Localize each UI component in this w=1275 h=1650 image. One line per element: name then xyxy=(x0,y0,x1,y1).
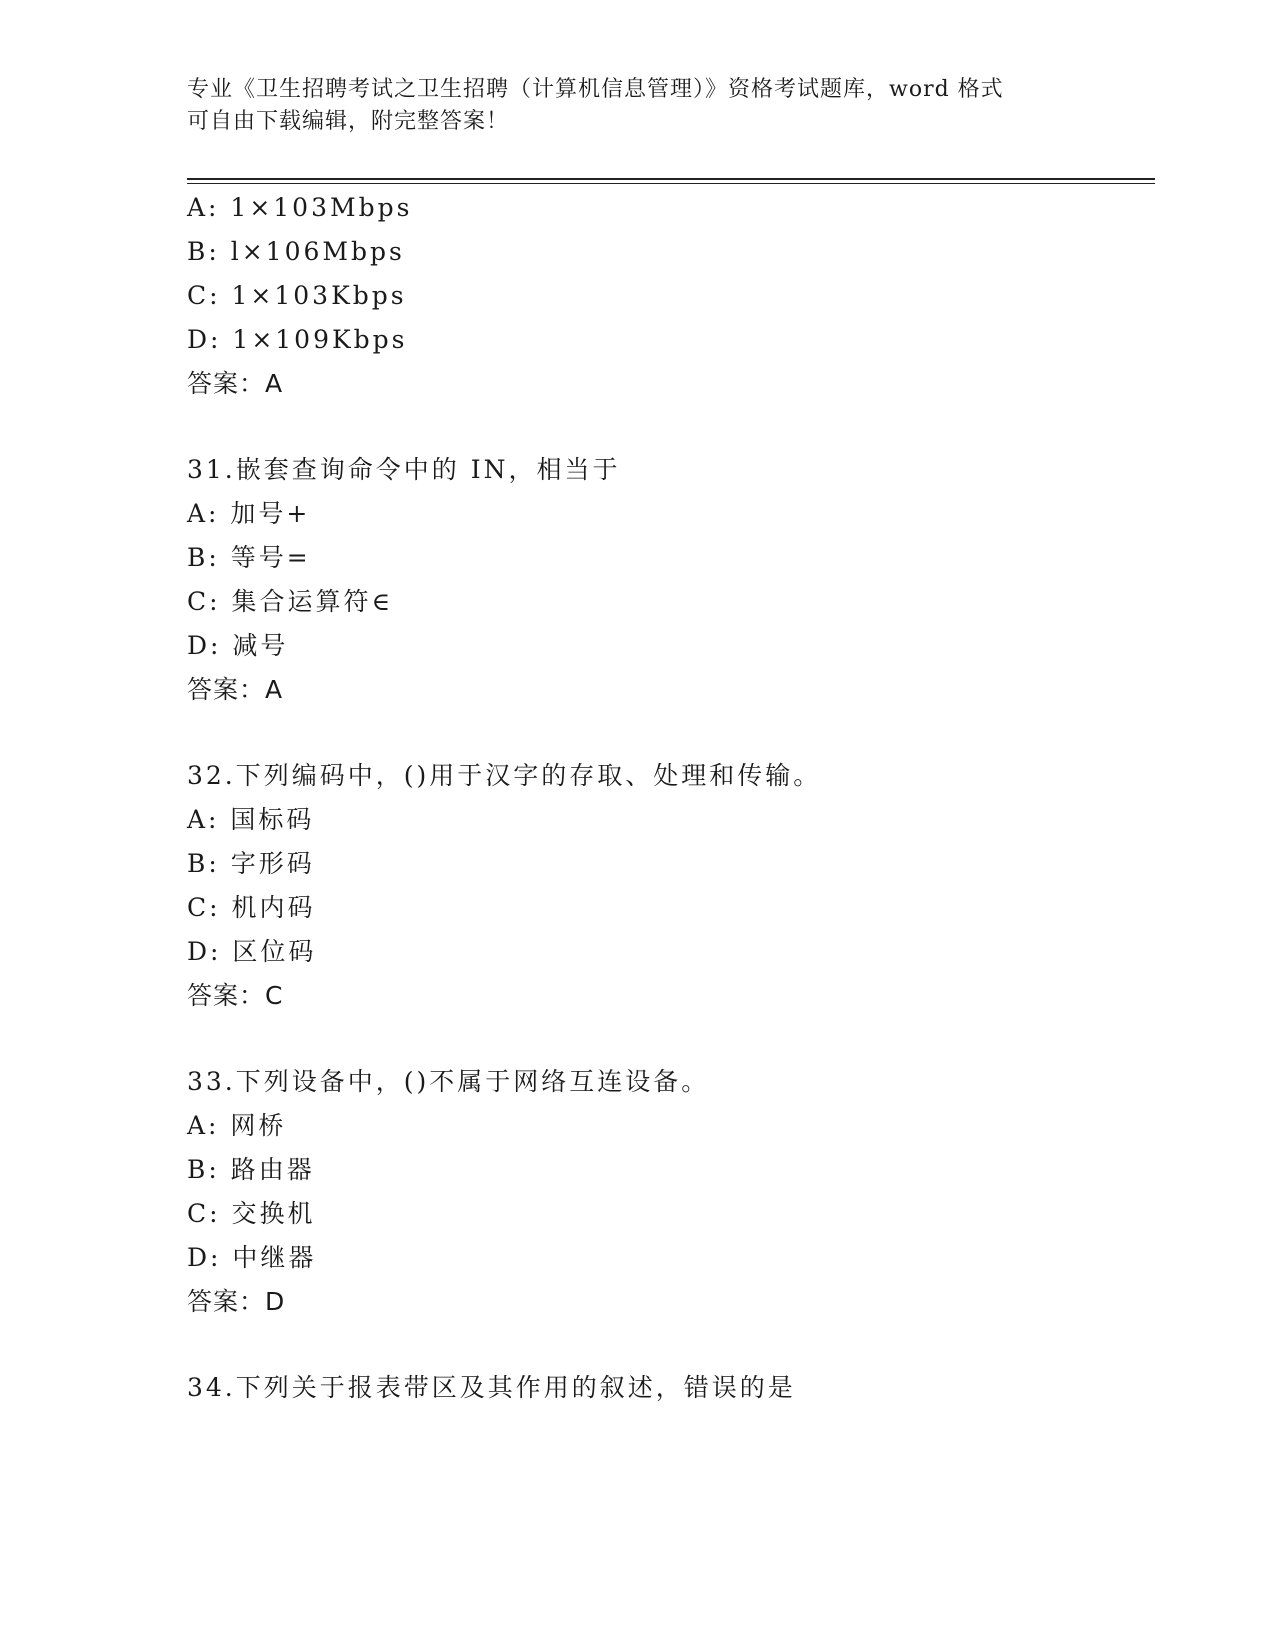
option-c: C: 1×103Kbps xyxy=(187,281,407,310)
option-a: A: 加号+ xyxy=(187,499,311,528)
option-b: B: 等号= xyxy=(187,543,311,572)
option-a: A: 网桥 xyxy=(187,1111,287,1140)
header-line-1: 专业《卫生招聘考试之卫生招聘（计算机信息管理）》资格考试题库，word 格式 xyxy=(187,77,1004,102)
question-32: 32.下列编码中，()用于汉字的存取、处理和传输。 xyxy=(187,761,822,790)
option-a: A: 1×103Mbps xyxy=(187,193,413,222)
option-d: D: 减号 xyxy=(187,631,289,660)
option-b: B: 字形码 xyxy=(187,849,315,878)
question-34: 34.下列关于报表带区及其作用的叙述，错误的是 xyxy=(187,1373,796,1402)
option-b: B: 路由器 xyxy=(187,1155,315,1184)
question-33: 33.下列设备中，()不属于网络互连设备。 xyxy=(187,1067,710,1096)
option-c: C: 集合运算符∈ xyxy=(187,587,394,616)
option-a: A: 国标码 xyxy=(187,805,315,834)
option-d: D: 1×109Kbps xyxy=(187,325,408,354)
document-header xyxy=(187,74,1087,138)
option-d: D: 中继器 xyxy=(187,1243,317,1272)
answer-line: 答案：D xyxy=(187,1287,286,1316)
option-b: B: l×106Mbps xyxy=(187,237,405,266)
option-c: C: 交换机 xyxy=(187,1199,316,1228)
option-d: D: 区位码 xyxy=(187,937,317,966)
answer-line: 答案：A xyxy=(187,369,284,398)
header-divider xyxy=(187,178,1155,184)
answer-line: 答案：A xyxy=(187,675,284,704)
option-c: C: 机内码 xyxy=(187,893,316,922)
answer-line: 答案：C xyxy=(187,981,284,1010)
question-31: 31.嵌套查询命令中的 IN，相当于 xyxy=(187,455,621,484)
header-line-2: 可自由下载编辑，附完整答案！ xyxy=(187,109,510,134)
